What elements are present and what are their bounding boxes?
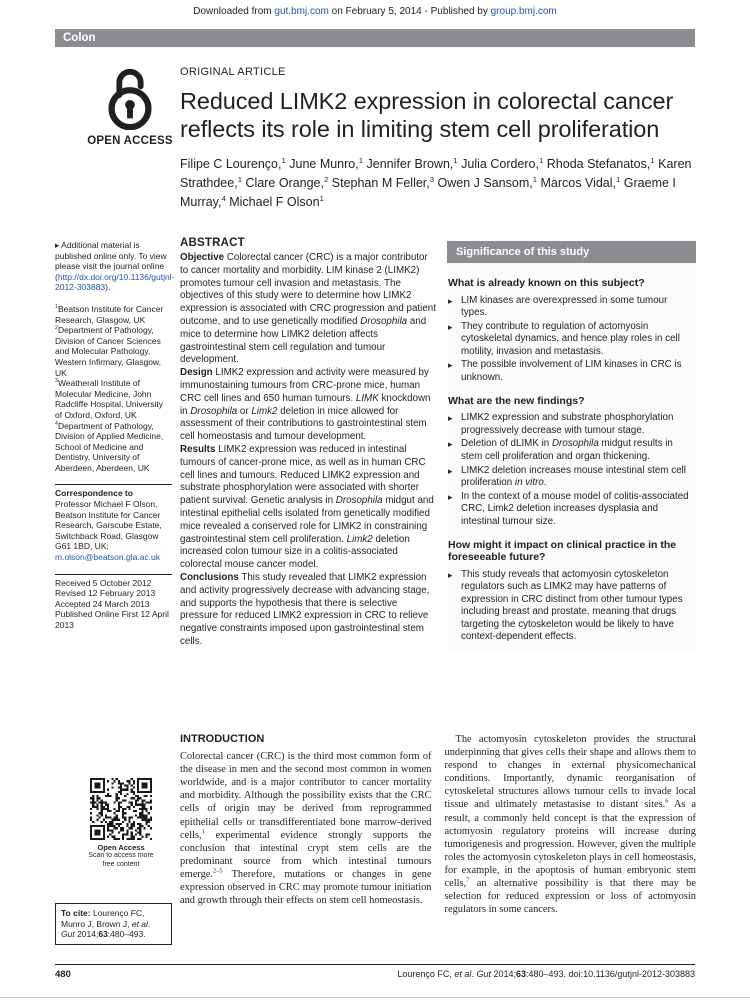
affiliation-number: 3	[55, 378, 58, 385]
introduction-column-2	[445, 733, 697, 916]
affiliation-text: Department of Pathology, Division of Applied Medicine, School of Medicine and Dentistry, University of Aberdeen, Aberdeen, UK	[55, 420, 164, 473]
significance-section-heading: What is already known on this subject?	[448, 277, 645, 289]
history-revised: Revised 12 February 2013	[55, 588, 156, 599]
abstract-paragraph	[180, 444, 438, 572]
section-label: Colon	[63, 32, 96, 44]
significance-item-text: LIM kinases are overexpressed in some tumour types.	[461, 294, 668, 319]
abstract-paragraph-label: Results	[180, 443, 216, 455]
affiliation	[55, 421, 172, 474]
abstract-paragraph	[180, 252, 438, 367]
abstract-paragraph-text: This study revealed that LIMK2 expression and activity progressively decrease with advancing stage, and supports the hypothesis that there is selective pressure for reduced LIMK2 expression in CRC to relieve negative constraints imposed upon gastrointestinal stem cells.	[180, 571, 430, 647]
download-banner	[0, 6, 750, 17]
group-site-link[interactable]: group.bmj.com	[490, 6, 557, 17]
banner-prefix: Downloaded from	[193, 6, 275, 17]
qr-code	[90, 778, 152, 840]
introduction-column-1	[180, 733, 432, 916]
bullet-icon: ▸	[448, 569, 453, 580]
abstract-paragraph-text: LIMK2 expression and activity were measured by immunostaining tumours from CRC-prone mice, human CRC cell lines and 650 human tumours. LIMK knockdown in Drosophila or Limk2 deletion in mice allowed for assessment of their contributions to gastrointestinal stem cell homeostasis and tumour development.	[180, 367, 431, 443]
significance-item	[448, 491, 695, 529]
abstract-paragraph-label: Objective	[180, 252, 225, 263]
qr-caption-title: Open Access	[97, 843, 145, 852]
introduction-paragraph: Colorectal cancer (CRC) is the third most common form of the disease in men and the second most common in women worldwide, and is a major contributor to cancer mortality and morbidity. Although the possibility exists that the CRC cells of origin may be derived from reprogrammed epithelial cells or transdifferentiated bone marrow-derived cells,$^1$ experimental evidence strongly supports the conclusion that intestinal crypt stem cells are the predominant source from which intestinal tumours emerge.$^{2-5}$ Therefore, mutations or changes in gene expression observed in CRC may promote tumour initiation and growth through their effects on stem cell homeostasis.	[180, 751, 432, 907]
significance-item	[448, 465, 695, 490]
history-accepted: Accepted 24 March 2013	[55, 598, 150, 609]
significance-item	[448, 359, 695, 384]
footer-rule	[55, 964, 695, 965]
significance-item-text: Deletion of dLIMK in Drosophila midgut results in stem cell proliferation and organ thickening.	[461, 438, 673, 462]
significance-list	[448, 569, 695, 645]
significance-list	[448, 295, 695, 385]
history-published: Published Online First 12 April 2013	[55, 609, 169, 630]
bullet-icon: ▸	[448, 321, 453, 332]
citation-box-label: To cite:	[61, 908, 91, 918]
bullet-icon: ▸	[448, 439, 453, 450]
significance-item-text: LIMK2 deletion increases mouse intestinal stem cell proliferation in vitro.	[461, 464, 686, 489]
article-title: Reduced LIMK2 expression in colorectal cancer reflects its role in limiting stem cell proliferation	[180, 88, 674, 142]
affiliation-text: Weatherall Institute of Molecular Medicine, John Radcliffe Hospital, University of Oxford, Oxford, UK	[55, 378, 164, 420]
affiliation	[55, 378, 172, 420]
introduction-section	[180, 733, 696, 916]
affiliation	[55, 325, 172, 378]
journal-site-link[interactable]: gut.bmj.com	[274, 6, 329, 17]
introduction-heading: INTRODUCTION	[180, 733, 265, 745]
page-number: 480	[55, 969, 71, 980]
correspondence-text: Professor Michael F Olson, Beatson Institute for Cancer Research, Garscube Estate, Switchback Road, Glasgow G61 1BD, UK;	[55, 499, 162, 552]
section-banner	[55, 29, 695, 47]
supplementary-note-text: Additional material is published online only. To view please visit the journal online (	[55, 240, 167, 282]
bullet-icon: ▸	[448, 465, 453, 476]
bullet-icon: ▸	[448, 491, 453, 502]
affiliations	[55, 304, 172, 474]
correspondence-label: Correspondence to	[55, 488, 133, 499]
significance-item-text: LIMK2 expression and substrate phosphorylation progressively decrease with tumour stage.	[461, 412, 674, 436]
significance-body	[447, 263, 696, 653]
supplementary-note-suffix: ).	[105, 282, 111, 293]
article-header	[180, 66, 696, 212]
open-access-label: OPEN ACCESS	[87, 135, 173, 147]
citation-box	[55, 903, 172, 945]
affiliation-text: Beatson Institute for Cancer Research, Glasgow, UK	[55, 303, 164, 325]
significance-item-text: They contribute to regulation of actomyosin cytoskeletal dynamics, and hence play roles in cell motility, invasion and metastasis.	[461, 320, 680, 357]
email-link[interactable]: m.olson@beatson.gla.ac.uk	[55, 552, 161, 563]
significance-item-text: This study reveals that actomyosin cytoskeleton regulators such as LIMK2 may have patterns of expression in CRC distinct from other tumour types including breast and prostate, meaning that drugs targeting the cytoskeleton would be likely to have context-dependent effects.	[461, 568, 683, 643]
bullet-icon: ▸	[448, 360, 453, 371]
bullet-icon: ▸	[448, 413, 453, 424]
significance-title: Significance of this study	[447, 241, 696, 263]
citation-box-text: Lourenço FC, Munro J, Brown J, et al. Gut 2014;63:480–493.	[61, 908, 151, 940]
abstract-paragraph-text: LIMK2 expression was reduced in intestinal tumours of cancer-prone mice, as well as in human CRC cell lines and tumours. Reduced LIMK2 expression and substrate phosphorylation were associated with shorter patient survival. Genetic analysis in Drosophila midgut and intestinal epithelial cells isolated from genetically modified mice revealed a conserved role for LIMK2 in constraining gastrointestinal stem cell proliferation. Limk2 deletion increased colon tumour size in a colitis-associated colorectal mouse cancer model.	[180, 443, 434, 571]
significance-item	[448, 569, 695, 645]
affiliation-text: Department of Pathology, Division of Cancer Sciences and Molecular Pathology, Western Infirmary, Glasgow, UK	[55, 325, 161, 378]
bullet-icon: ▸	[448, 295, 453, 306]
abstract-paragraph	[180, 367, 438, 444]
significance-item	[448, 321, 695, 359]
significance-section-heading: What are the new findings?	[448, 394, 585, 407]
page-bottom-rule	[0, 997, 750, 998]
significance-list	[448, 412, 695, 528]
correspondence	[55, 484, 172, 562]
doi-link[interactable]: http://dx.doi.org/10.1136/gutjnl-2012-303883	[55, 271, 175, 293]
significance-box	[447, 241, 696, 653]
article-history	[55, 574, 172, 631]
significance-item	[448, 412, 695, 437]
significance-item-text: The possible involvement of LIM kinases in CRC is unknown.	[461, 359, 682, 384]
footer-citation: Lourenço FC, et al. Gut 2014;63:480–493. doi:10.1136/gutjnl-2012-303883	[397, 969, 695, 979]
significance-item	[448, 438, 695, 463]
abstract-paragraph	[180, 572, 438, 649]
author-list: Filipe C Lourenço,$^1$ June Munro,$^1$ Jennifer Brown,$^1$ Julia Cordero,$^1$ Rhoda Stefanatos,$^1$ Karen Strathdee,$^1$ Clare Orange,$^2$ Stephan M Feller,$^3$ Owen J Sansom,$^1$ Marcos Vidal,$^1$ Graeme I Murray,$^4$ Michael F Olson$^1$	[180, 155, 692, 209]
significance-item-text: In the context of a mouse model of colitis-associated CRC, Limk2 deletion increases dysplasia and intestinal tumour size.	[461, 490, 689, 527]
abstract-heading: ABSTRACT	[180, 237, 245, 249]
qr-block	[87, 778, 155, 869]
bullet-icon: ▸	[55, 240, 60, 250]
banner-middle: on February 5, 2014 - Published by	[328, 6, 491, 17]
supplementary-note	[55, 240, 175, 293]
history-received: Received 5 October 2012	[55, 577, 152, 588]
open-access-block	[86, 66, 174, 147]
abstract-paragraph-text: Colorectal cancer (CRC) is a major contributor to cancer mortality and morbidity. LIM kinase 2 (LIMK2) promotes tumour cell invasion and metastasis. The objectives of this study were to determine how LIMK2 expression is associated with CRC progression and patient outcome, and to use genetically modified Drosophila and mice to determine how LIMK2 deletion affects gastrointestinal stem cell regulation and tumour development.	[180, 252, 436, 366]
affiliation-number: 1	[55, 304, 58, 311]
affiliation-number: 2	[55, 325, 58, 332]
open-access-icon	[103, 66, 157, 130]
article-sidebar	[55, 240, 175, 631]
introduction-paragraph: The actomyosin cytoskeleton provides the structural underpinning that gives cells their shape and allows them to respond to changes in external physicomechanical conditions. Importantly, dynamic reorganisation of cytoskeletal structures allows tumour cells to invade local tissue and ultimately metastasise to distant sites.$^6$ As a result, a commonly held concept is that the expression of actomyosin regulatory proteins will increase during tumorigenesis and progression. However, given the multiple roles the actomyosin cytoskeleton plays in cell homeostasis, for example, in the apoptosis of human embryonic stem cells,$^7$ an alternative possibility is that there may be selection for reduced expression or loss of actomyosin regulators in some cancers.	[444, 734, 696, 916]
affiliation-number: 4	[55, 420, 58, 427]
abstract-paragraph-label: Conclusions	[180, 571, 239, 583]
abstract	[180, 237, 438, 649]
significance-section-heading: How might it impact on clinical practice in the foreseeable future?	[448, 538, 677, 563]
affiliation	[55, 304, 172, 325]
article-type: ORIGINAL ARTICLE	[180, 66, 286, 78]
significance-item	[448, 295, 695, 320]
qr-caption-text: Scan to access more free content	[88, 852, 154, 868]
abstract-paragraph-label: Design	[180, 367, 213, 379]
